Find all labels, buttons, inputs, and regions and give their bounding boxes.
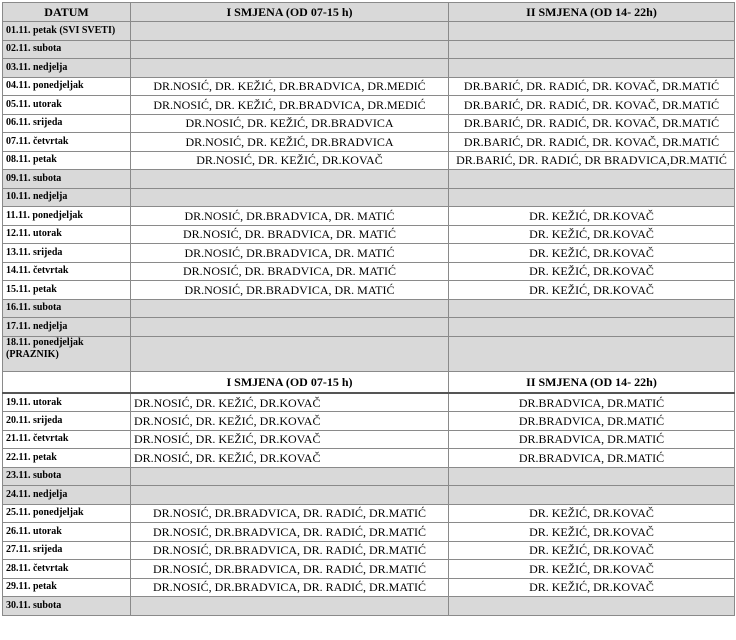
shift2-cell bbox=[449, 318, 735, 337]
header-shift1: I SMJENA (OD 07-15 h) bbox=[131, 3, 449, 22]
shift2-cell bbox=[449, 299, 735, 318]
shift2-cell: DR.BARIĆ, DR. RADIĆ, DR. KOVAČ, DR.MATIĆ bbox=[449, 133, 735, 152]
date-cell: 29.11. petak bbox=[3, 578, 131, 597]
date-cell: 27.11. srijeda bbox=[3, 541, 131, 560]
date-cell: 12.11. utorak bbox=[3, 225, 131, 244]
shift2-cell: DR. KEŽIĆ, DR.KOVAČ bbox=[449, 504, 735, 523]
shift1-cell: DR.NOSIĆ, DR. KEŽIĆ, DR.KOVAČ bbox=[131, 412, 449, 431]
shift1-cell: DR.NOSIĆ, DR. KEŽIĆ, DR.BRADVICA bbox=[131, 133, 449, 152]
shift2-cell: DR.BRADVICA, DR.MATIĆ bbox=[449, 430, 735, 449]
date-cell: 23.11. subota bbox=[3, 467, 131, 486]
date-cell: 22.11. petak bbox=[3, 449, 131, 468]
date-cell: 11.11. ponedjeljak bbox=[3, 207, 131, 226]
date-cell: 15.11. petak bbox=[3, 281, 131, 300]
table-row bbox=[3, 430, 735, 449]
table-row bbox=[3, 225, 735, 244]
table-row bbox=[3, 170, 735, 189]
table-row bbox=[3, 541, 735, 560]
table-row bbox=[3, 467, 735, 486]
table-row bbox=[3, 393, 735, 412]
shift2-cell bbox=[449, 597, 735, 616]
table-row bbox=[3, 207, 735, 226]
shift1-cell: DR.NOSIĆ, DR.BRADVICA, DR. MATIĆ bbox=[131, 244, 449, 263]
shift1-cell: DR.NOSIĆ, DR.BRADVICA, DR. RADIĆ, DR.MATIĆ bbox=[131, 523, 449, 542]
shift2-cell: DR. KEŽIĆ, DR.KOVAČ bbox=[449, 578, 735, 597]
date-cell: 21.11. četvrtak bbox=[3, 430, 131, 449]
shift1-cell: DR.NOSIĆ, DR.BRADVICA, DR. RADIĆ, DR.MATIĆ bbox=[131, 504, 449, 523]
table-row bbox=[3, 96, 735, 115]
shift1-cell: DR.NOSIĆ, DR.BRADVICA, DR. MATIĆ bbox=[131, 281, 449, 300]
table-row bbox=[3, 77, 735, 96]
header-shift2: II SMJENA (OD 14- 22h) bbox=[449, 3, 735, 22]
shift1-cell: DR.NOSIĆ, DR.BRADVICA, DR. MATIĆ bbox=[131, 207, 449, 226]
shift1-cell: DR.NOSIĆ, DR. KEŽIĆ, DR.KOVAČ bbox=[131, 430, 449, 449]
table-row bbox=[3, 59, 735, 78]
table-row bbox=[3, 578, 735, 597]
subheader-row bbox=[3, 371, 735, 393]
table-row bbox=[3, 449, 735, 468]
table-row bbox=[3, 504, 735, 523]
date-cell: 18.11. ponedjeljak (PRAZNIK) bbox=[3, 336, 131, 371]
shift2-cell: DR. KEŽIĆ, DR.KOVAČ bbox=[449, 541, 735, 560]
shift1-cell bbox=[131, 170, 449, 189]
shift2-cell: DR.BARIĆ, DR. RADIĆ, DR. KOVAČ, DR.MATIĆ bbox=[449, 114, 735, 133]
subheader-shift1: I SMJENA (OD 07-15 h) bbox=[131, 371, 449, 393]
shift2-cell: DR. KEŽIĆ, DR.KOVAČ bbox=[449, 244, 735, 263]
shift2-cell: DR.BRADVICA, DR.MATIĆ bbox=[449, 393, 735, 412]
table-row bbox=[3, 151, 735, 170]
date-cell: 01.11. petak (SVI SVETI) bbox=[3, 22, 131, 41]
shift2-cell bbox=[449, 486, 735, 505]
shift2-cell bbox=[449, 170, 735, 189]
shift1-cell: DR.NOSIĆ, DR. KEŽIĆ, DR.KOVAČ bbox=[131, 151, 449, 170]
shift1-cell: DR.NOSIĆ, DR.BRADVICA, DR. RADIĆ, DR.MATIĆ bbox=[131, 541, 449, 560]
shift1-cell: DR.NOSIĆ, DR. KEŽIĆ, DR.BRADVICA, DR.MEDIĆ bbox=[131, 77, 449, 96]
table-row bbox=[3, 597, 735, 616]
shift1-cell: DR.NOSIĆ, DR. KEŽIĆ, DR.BRADVICA, DR.MEDIĆ bbox=[131, 96, 449, 115]
shift2-cell bbox=[449, 22, 735, 41]
shift1-cell: DR.NOSIĆ, DR. KEŽIĆ, DR.BRADVICA bbox=[131, 114, 449, 133]
shift1-cell bbox=[131, 40, 449, 59]
shift1-cell bbox=[131, 486, 449, 505]
date-cell: 13.11. srijeda bbox=[3, 244, 131, 263]
date-cell: 06.11. srijeda bbox=[3, 114, 131, 133]
date-cell: 07.11. četvrtak bbox=[3, 133, 131, 152]
table-row bbox=[3, 560, 735, 579]
table-row bbox=[3, 281, 735, 300]
date-cell: 10.11. nedjelja bbox=[3, 188, 131, 207]
table-row bbox=[3, 412, 735, 431]
table-row bbox=[3, 22, 735, 41]
table-row bbox=[3, 244, 735, 263]
shift2-cell: DR. KEŽIĆ, DR.KOVAČ bbox=[449, 262, 735, 281]
shift1-cell bbox=[131, 188, 449, 207]
shift1-cell: DR.NOSIĆ, DR. KEŽIĆ, DR.KOVAČ bbox=[131, 393, 449, 412]
subheader-shift2: II SMJENA (OD 14- 22h) bbox=[449, 371, 735, 393]
header-date: DATUM bbox=[3, 3, 131, 22]
date-cell: 03.11. nedjelja bbox=[3, 59, 131, 78]
date-cell: 30.11. subota bbox=[3, 597, 131, 616]
header-row bbox=[3, 3, 735, 22]
table-row bbox=[3, 318, 735, 337]
schedule-table bbox=[2, 2, 735, 616]
schedule-part1 bbox=[3, 22, 735, 372]
shift2-cell: DR.BARIĆ, DR. RADIĆ, DR BRADVICA,DR.MATIĆ bbox=[449, 151, 735, 170]
table-row bbox=[3, 40, 735, 59]
table-row bbox=[3, 114, 735, 133]
table-row bbox=[3, 133, 735, 152]
date-cell: 08.11. petak bbox=[3, 151, 131, 170]
shift2-cell: DR. KEŽIĆ, DR.KOVAČ bbox=[449, 281, 735, 300]
subheader-empty bbox=[3, 371, 131, 393]
date-cell: 04.11. ponedjeljak bbox=[3, 77, 131, 96]
table-row bbox=[3, 523, 735, 542]
date-cell: 02.11. subota bbox=[3, 40, 131, 59]
shift1-cell bbox=[131, 336, 449, 371]
shift2-cell bbox=[449, 467, 735, 486]
shift2-cell: DR.BARIĆ, DR. RADIĆ, DR. KOVAČ, DR.MATIĆ bbox=[449, 96, 735, 115]
date-cell: 16.11. subota bbox=[3, 299, 131, 318]
shift1-cell: DR.NOSIĆ, DR. KEŽIĆ, DR.KOVAČ bbox=[131, 449, 449, 468]
schedule-part2 bbox=[3, 393, 735, 615]
shift2-cell bbox=[449, 59, 735, 78]
shift2-cell bbox=[449, 40, 735, 59]
table-row bbox=[3, 336, 735, 371]
date-cell: 19.11. utorak bbox=[3, 393, 131, 412]
date-cell: 20.11. srijeda bbox=[3, 412, 131, 431]
shift1-cell bbox=[131, 467, 449, 486]
shift1-cell bbox=[131, 318, 449, 337]
date-cell: 26.11. utorak bbox=[3, 523, 131, 542]
date-cell: 05.11. utorak bbox=[3, 96, 131, 115]
shift2-cell: DR. KEŽIĆ, DR.KOVAČ bbox=[449, 225, 735, 244]
date-cell: 25.11. ponedjeljak bbox=[3, 504, 131, 523]
shift2-cell: DR.BRADVICA, DR.MATIĆ bbox=[449, 412, 735, 431]
schedule-subheader bbox=[3, 371, 735, 393]
shift2-cell: DR.BARIĆ, DR. RADIĆ, DR. KOVAČ, DR.MATIĆ bbox=[449, 77, 735, 96]
table-row bbox=[3, 299, 735, 318]
shift2-cell: DR.BRADVICA, DR.MATIĆ bbox=[449, 449, 735, 468]
shift1-cell: DR.NOSIĆ, DR. BRADVICA, DR. MATIĆ bbox=[131, 225, 449, 244]
shift2-cell: DR. KEŽIĆ, DR.KOVAČ bbox=[449, 560, 735, 579]
table-row bbox=[3, 188, 735, 207]
shift1-cell bbox=[131, 22, 449, 41]
shift2-cell bbox=[449, 188, 735, 207]
date-cell: 24.11. nedjelja bbox=[3, 486, 131, 505]
shift2-cell: DR. KEŽIĆ, DR.KOVAČ bbox=[449, 207, 735, 226]
shift1-cell: DR.NOSIĆ, DR. BRADVICA, DR. MATIĆ bbox=[131, 262, 449, 281]
shift1-cell: DR.NOSIĆ, DR.BRADVICA, DR. RADIĆ, DR.MATIĆ bbox=[131, 560, 449, 579]
shift1-cell bbox=[131, 597, 449, 616]
shift1-cell: DR.NOSIĆ, DR.BRADVICA, DR. RADIĆ, DR.MATIĆ bbox=[131, 578, 449, 597]
shift1-cell bbox=[131, 59, 449, 78]
shift2-cell: DR. KEŽIĆ, DR.KOVAČ bbox=[449, 523, 735, 542]
date-cell: 17.11. nedjelja bbox=[3, 318, 131, 337]
shift2-cell bbox=[449, 336, 735, 371]
table-row bbox=[3, 262, 735, 281]
date-cell: 28.11. četvrtak bbox=[3, 560, 131, 579]
date-cell: 09.11. subota bbox=[3, 170, 131, 189]
date-cell: 14.11. četvrtak bbox=[3, 262, 131, 281]
shift1-cell bbox=[131, 299, 449, 318]
table-row bbox=[3, 486, 735, 505]
